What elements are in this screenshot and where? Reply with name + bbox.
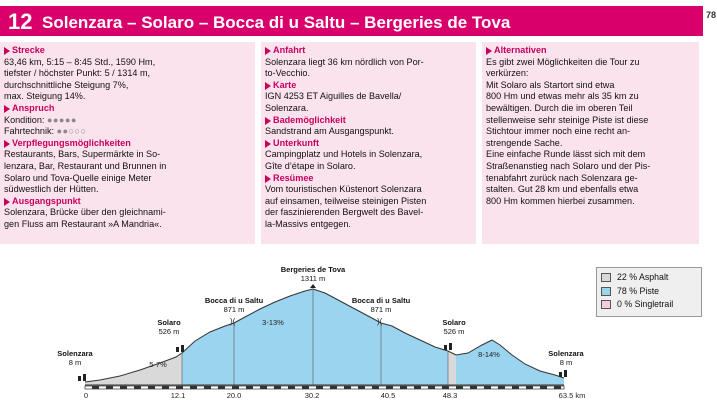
page-number: 78 [706, 10, 717, 20]
text-line: südwestlich der Hütten. [4, 184, 99, 195]
waypoint-elevation: 871 m [370, 305, 392, 314]
text-line: 800 Hm kommen hierbei zusammen. [486, 195, 635, 206]
waypoint-elevation: 526 m [158, 327, 180, 336]
info-column-3 [482, 42, 699, 244]
asphalt-swatch [601, 273, 611, 282]
section-heading: Anspruch [4, 103, 251, 115]
singletrail-swatch [601, 300, 611, 309]
section-heading: Strecke [4, 45, 251, 57]
distance-ruler [85, 386, 564, 389]
waypoint-name: Solaro [157, 318, 181, 327]
pass-icon: )( [230, 317, 236, 326]
rating-row: Kondition: ●●●●● [4, 114, 77, 125]
text-line: IGN 4253 ET Aiguilles de Bavella/ [265, 91, 402, 102]
text-line: Restaurants, Bars, Supermärkte in So- [4, 149, 161, 160]
text-line: strengende Sache. [486, 137, 563, 148]
asphalt-area [448, 351, 456, 385]
km-label: 12.1 [170, 391, 186, 400]
triangle-bullet-icon [4, 47, 10, 55]
text-line: Es gibt zwei Möglichkeiten die Tour zu [486, 56, 640, 67]
triangle-bullet-icon [265, 47, 271, 55]
legend-item-asphalt: 22 % Asphalt [601, 271, 697, 285]
text-line: Vom touristischen Küstenort Solenzara [265, 184, 422, 195]
section-heading: Bademöglichkeit [265, 115, 472, 127]
text-line: gen Fluss am Restaurant »A Mandria«. [4, 218, 162, 229]
section-heading: Anfahrt [265, 45, 472, 57]
text-line: max. Steigung 14%. [4, 91, 86, 102]
grade-label: 3-13% [262, 318, 284, 327]
text-line: Solenzara liegt 36 km nördlich von Por- [265, 56, 424, 67]
rating-dots: ●●●●● [46, 114, 77, 125]
section-heading: Verpflegungsmöglichkeiten [4, 138, 251, 150]
waypoint-name: Solenzara [57, 349, 93, 358]
elevation-profile [0, 265, 600, 413]
rating-dots: ●●○○○ [56, 126, 87, 137]
km-label: 20.0 [226, 391, 242, 400]
legend-item-singletrail: 0 % Singletrail [601, 298, 697, 312]
waypoint-name: Solaro [442, 318, 466, 327]
text-line: verkürzen: [486, 68, 529, 79]
km-label: 63.5 km [558, 391, 586, 400]
text-line: Eine einfache Runde lässt sich mit dem [486, 149, 646, 160]
km-label: 30.2 [304, 391, 320, 400]
text-line: tiefster / höchster Punkt: 5 / 1314 m, [4, 68, 151, 79]
text-line: la-Massivs entgegen. [265, 218, 351, 229]
section-heading: Alternativen [486, 45, 695, 57]
pass-icon: )( [377, 317, 383, 326]
km-label: 48.3 [442, 391, 458, 400]
text-line: lenzara, Bar, Restaurant und Brunnen in [4, 160, 167, 171]
tour-number: 12 [8, 9, 33, 34]
waypoint-name: Bergeries de Tova [280, 265, 346, 274]
waypoint-name: Solenzara [548, 349, 584, 358]
waypoint-name: Bocca di u Saltu [204, 296, 264, 305]
text-line: Solaro und Tova-Quelle einige Meter [4, 172, 152, 183]
text-line: der faszinierenden Bergwelt des Bavel- [265, 207, 424, 218]
text-line: to-Vecchio. [265, 68, 310, 79]
text-line: Sandstrand am Ausgangspunkt. [265, 126, 394, 137]
text-line: durchschnittliche Steigung 7%, [4, 79, 129, 90]
text-line: 63,46 km, 5:15 – 8:45 Std., 1590 Hm, [4, 56, 156, 67]
tour-title: Solenzara – Solaro – Bocca di u Saltu – Bergeries de Tova [42, 13, 511, 32]
legend-item-piste: 78 % Piste [601, 285, 697, 299]
rating-row: Fahrtechnik: ●●○○○ [4, 126, 87, 137]
text-line: stellenweise sehr steinige Piste ist diese [486, 114, 649, 125]
triangle-bullet-icon [4, 140, 10, 148]
text-line: auf einsamen, teilweise steinigen Pisten [265, 195, 427, 206]
grade-label: 5-7% [149, 360, 167, 369]
triangle-bullet-icon [265, 175, 271, 183]
info-column-2 [261, 42, 476, 244]
triangle-bullet-icon [265, 82, 271, 90]
grade-label: 8-14% [478, 350, 500, 359]
km-label: 40.5 [380, 391, 396, 400]
piste-area [456, 340, 564, 385]
text-line: Campingplatz und Hotels in Solenzara, [265, 149, 423, 160]
section-heading: Karte [265, 80, 472, 92]
waypoint-elevation: 871 m [223, 305, 245, 314]
text-line: Stichtour immer noch eine recht an- [486, 126, 631, 137]
waypoint-elevation: 1311 m [300, 274, 326, 283]
triangle-bullet-icon [265, 117, 271, 125]
waypoint-elevation: 8 m [559, 358, 573, 367]
text-line: Straßenanstieg nach Solaro und der Pis- [486, 160, 651, 171]
title-bar [0, 6, 703, 36]
section-heading: Ausgangspunkt [4, 196, 251, 208]
triangle-bullet-icon [4, 105, 10, 113]
summit-icon [310, 284, 316, 288]
waypoint-elevation: 526 m [443, 327, 465, 336]
triangle-bullet-icon [486, 47, 492, 55]
text-line: Mit Solaro als Startort sind etwa [486, 79, 615, 90]
waypoint-elevation: 8 m [68, 358, 82, 367]
section-heading: Resümee [265, 173, 472, 185]
text-line: Solenzara, Brücke über den gleichnami- [4, 207, 166, 218]
text-line: tenabfahrt zurück nach Solenzara ge- [486, 172, 638, 183]
text-line: bewältigen. Durch die im oberen Teil [486, 102, 633, 113]
text-line: Gîte d’étape in Solaro. [265, 160, 356, 171]
text-line: 800 Hm und etwas mehr als 35 km zu [486, 91, 639, 102]
surface-legend [596, 267, 702, 317]
km-label: 0 [83, 391, 89, 400]
section-heading: Unterkunft [265, 138, 472, 150]
text-line: Solenzara. [265, 102, 309, 113]
text-line: stalten. Gut 28 km und ebenfalls etwa [486, 184, 639, 195]
waypoint-name: Bocca di u Saltu [351, 296, 411, 305]
info-column-1 [0, 42, 255, 244]
triangle-bullet-icon [4, 198, 10, 206]
piste-swatch [601, 287, 611, 296]
triangle-bullet-icon [265, 140, 271, 148]
